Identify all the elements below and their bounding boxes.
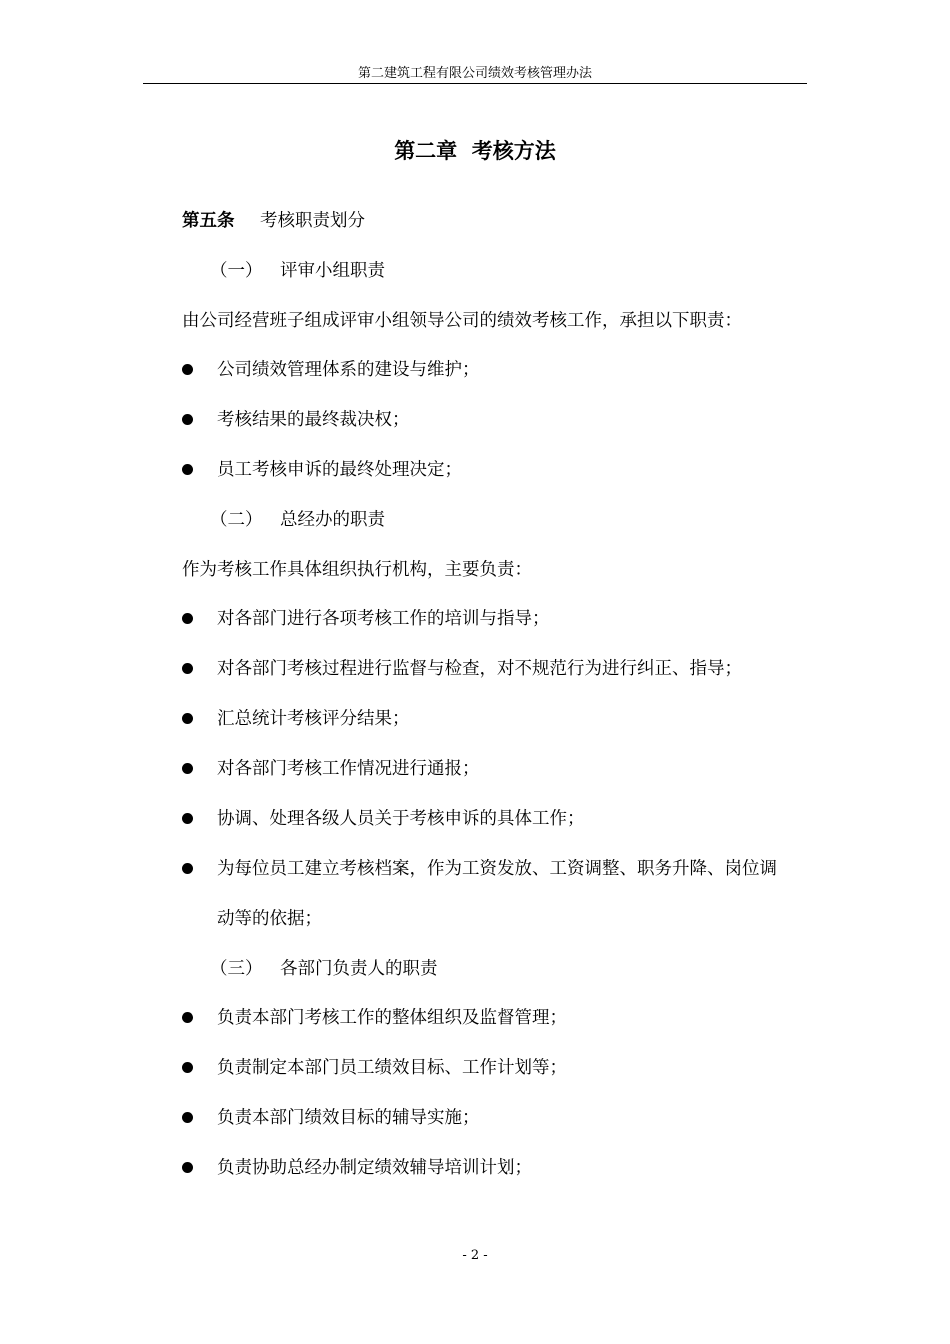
bullet-icon bbox=[182, 663, 193, 674]
section-number: （二） bbox=[210, 510, 263, 530]
bullet-icon bbox=[182, 613, 193, 624]
section-title: 评审小组职责 bbox=[280, 261, 385, 281]
bullet-icon bbox=[182, 364, 193, 375]
list-item: 对各部门进行各项考核工作的培训与指导； bbox=[217, 609, 550, 629]
bullet-icon bbox=[182, 763, 193, 774]
article-title: 考核职责划分 bbox=[260, 211, 365, 231]
list-item: 汇总统计考核评分结果； bbox=[217, 709, 410, 729]
list-item-continuation: 动等的依据； bbox=[217, 909, 322, 929]
section-title: 总经办的职责 bbox=[280, 510, 385, 530]
section-heading bbox=[210, 256, 385, 286]
chapter-title: 第二章 考核方法 bbox=[394, 138, 556, 163]
bullet-icon bbox=[182, 1062, 193, 1073]
section-intro: 作为考核工作具体组织执行机构，主要负责： bbox=[182, 560, 532, 580]
list-item: 负责制定本部门员工绩效目标、工作计划等； bbox=[217, 1058, 567, 1078]
section-number: （三） bbox=[210, 959, 263, 979]
section-title: 各部门负责人的职责 bbox=[280, 959, 438, 979]
list-item: 员工考核申诉的最终处理决定； bbox=[217, 460, 462, 480]
bullet-icon bbox=[182, 1012, 193, 1023]
section-intro: 由公司经营班子组成评审小组领导公司的绩效考核工作，承担以下职责： bbox=[182, 311, 742, 331]
section-heading bbox=[210, 505, 385, 535]
bullet-icon bbox=[182, 863, 193, 874]
header-title: 第二建筑工程有限公司绩效考核管理办法 bbox=[357, 66, 592, 81]
section-number: （一） bbox=[210, 261, 263, 281]
list-item: 负责本部门考核工作的整体组织及监督管理； bbox=[217, 1008, 567, 1028]
bullet-icon bbox=[182, 1112, 193, 1123]
bullet-icon bbox=[182, 464, 193, 475]
page-number: - 2 - bbox=[462, 1248, 488, 1263]
bullet-icon bbox=[182, 713, 193, 724]
bullet-icon bbox=[182, 813, 193, 824]
list-item: 公司绩效管理体系的建设与维护； bbox=[217, 360, 480, 380]
page-header bbox=[143, 64, 807, 84]
list-item: 为每位员工建立考核档案，作为工资发放、工资调整、职务升降、岗位调 bbox=[217, 859, 777, 879]
list-item: 负责本部门绩效目标的辅导实施； bbox=[217, 1108, 480, 1128]
section-heading bbox=[210, 954, 438, 984]
article-number: 第五条 bbox=[182, 211, 235, 231]
list-item: 考核结果的最终裁决权； bbox=[217, 410, 410, 430]
bullet-icon bbox=[182, 1162, 193, 1173]
list-item: 对各部门考核工作情况进行通报； bbox=[217, 759, 480, 779]
list-item: 协调、处理各级人员关于考核申诉的具体工作； bbox=[217, 809, 585, 829]
list-item: 对各部门考核过程进行监督与检查，对不规范行为进行纠正、指导； bbox=[217, 659, 742, 679]
article-heading bbox=[182, 206, 365, 236]
bullet-icon bbox=[182, 414, 193, 425]
list-item: 负责协助总经办制定绩效辅导培训计划； bbox=[217, 1158, 532, 1178]
